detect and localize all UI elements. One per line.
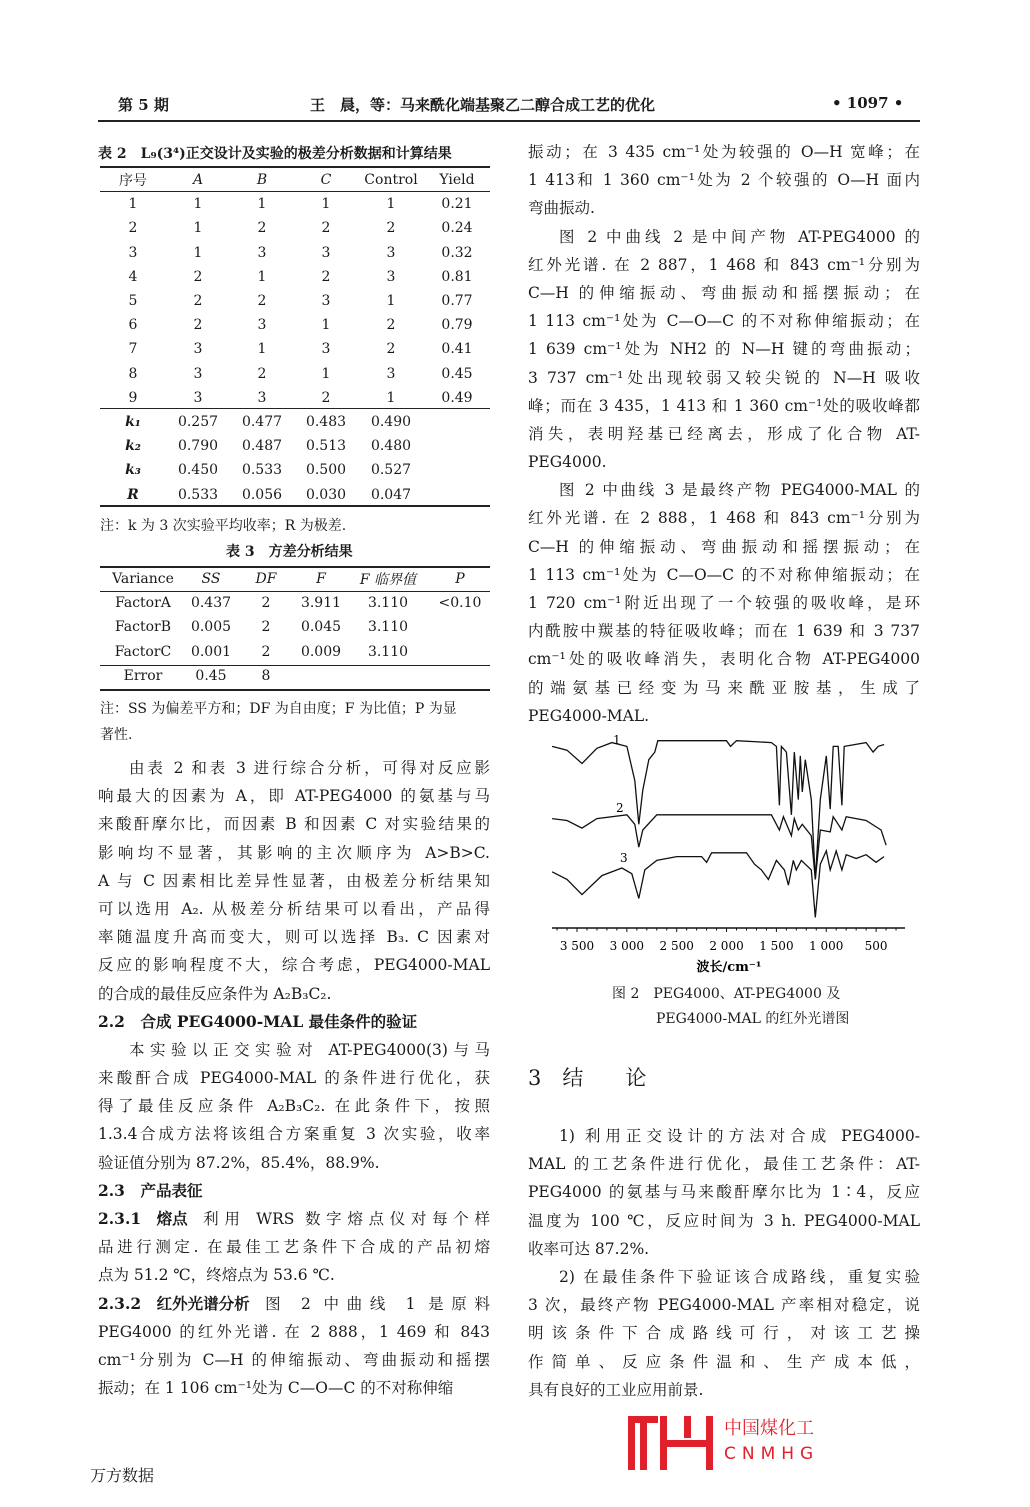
table-cell: 0.045 [300,619,342,636]
header-rule [98,120,920,122]
text-line: C—H 的伸缩振动、弯曲振动和摇摆振动；在 [528,283,920,302]
text-line: 峰；而在 3 435，1 413 和 1 360 cm⁻¹处的吸收峰都 [528,396,920,415]
text-line: 1) 利用正交设计的方法对合成 PEG4000- [559,1127,920,1145]
table-cell: 1 [193,220,203,237]
table-cell: 3 [128,244,138,261]
table-cell: 3 [193,389,203,406]
text-line-rest: 图 2 中曲线 1 是原料 [265,1294,490,1313]
curve-label: 3 [620,851,628,865]
table-cell: 3 [321,341,331,358]
table-cell: 0.81 [441,268,473,285]
table-cell: 3 [257,317,267,334]
table-header-row [100,168,490,192]
table-cell: 2 [193,293,203,310]
text-line: 点为 51.2 ℃，终熔点为 53.6 ℃. [98,1266,335,1285]
table-cell [430,640,490,664]
table-cell: 1 [321,317,331,334]
table-cell: 3 [386,268,396,285]
text-line: 本实验以正交实验对 AT-PEG4000(3)与马 [129,1040,490,1059]
table-cell: Error [123,667,163,684]
text-line: 1.3.4合成方法将该组合方案重复 3 次实验，收率 [98,1125,490,1144]
table-cell: 2 [193,317,203,334]
left-column-text [98,754,490,1402]
table-cell: 1 [128,196,138,213]
table-cell: 5 [128,293,138,310]
text-line: 1 413和 1 360 cm⁻¹处为 2 个较强的 O—H 面内 [528,171,920,190]
table-cell [430,664,490,688]
table-cell: k₁ [125,413,141,430]
table-cell: 3 [321,244,331,261]
text-line: 具有良好的工业应用前景. [528,1380,704,1399]
table-cell [346,664,430,688]
text-line: 1 113 cm⁻¹处为 C—O—C 的不对称伸缩振动；在 [528,565,920,584]
watermark-en: CNMHG [724,1444,820,1464]
table-row [100,289,490,313]
section-heading: 2.2 合成 PEG4000-MAL 最佳条件的验证 [98,1011,418,1031]
table-cell: 1 [257,341,267,358]
text-line: 的端氨基已经变为马来酰亚胺基，生成了 [528,678,920,697]
text-line: MAL 的工艺条件进行优化，最佳工艺条件：AT- [528,1155,920,1174]
table-cell: 1 [321,196,331,213]
table-cell: k₂ [125,438,141,455]
text-line: A 与 C 因素相比差异性显著，由极差分析结果知 [98,871,490,890]
table-header-row [100,567,490,591]
stats-row [100,410,490,434]
error-row [100,664,490,688]
table-cell: 3 [386,244,396,261]
table-cell: 2 [261,595,271,612]
table-cell: 0.480 [370,438,412,455]
watermark [626,1412,926,1474]
column-header: DF [255,571,277,588]
table-cell: 8 [128,365,138,382]
table-cell: 0.490 [370,413,412,430]
column-header: A [192,172,204,189]
table-cell: 0.056 [241,486,283,503]
table-cell: 2 [257,365,267,382]
text-line: cm⁻¹分别为 C—H 的伸缩振动、弯曲振动和摇摆 [98,1350,490,1369]
table-cell: 0.41 [441,341,473,358]
text-line: 图 2 中曲线 2 是中间产物 AT-PEG4000 的 [559,227,920,246]
subsection-heading: 2.3.1 熔点 [98,1209,204,1228]
subsection-heading: 2.3.2 红外光谱分析 [98,1293,266,1313]
figure-caption-1: 图 2 PEG4000、AT-PEG4000 及 [612,986,841,1002]
table-cell: 0.487 [241,438,283,455]
column-header: 序号 [119,173,147,190]
table-cell: 1 [321,365,331,382]
table-cell: 3 [386,365,396,382]
text-line: 红外光谱. 在 2 887，1 468 和 843 cm⁻¹分别为 [528,255,920,274]
text-line: 影响均不显著，其影响的主次顺序为 A>B>C. [98,843,490,862]
column-header: B [256,172,268,189]
x-axis-label: 波长/cm⁻¹ [696,960,762,975]
table-cell: 0.005 [190,619,232,636]
table-cell: 1 [386,293,396,310]
table-cell: 0.030 [305,486,347,503]
text-line: 振动；在 3 435 cm⁻¹处为较强的 O—H 宽峰；在 [528,143,920,161]
table-cell: 3 [257,389,267,406]
table-cell: 2 [261,619,271,636]
table-row [100,362,490,386]
text-line: 可以选用 A₂. 从极差分析结果可以看出，产品得 [98,899,490,918]
text-line: 来酸酐摩尔比，而因素 B 和因素 C 对实验结果的 [98,815,490,834]
stats-row [100,458,490,482]
table-row [100,241,490,265]
text-line: 红外光谱. 在 2 888，1 468 和 843 cm⁻¹分别为 [528,509,920,528]
table-cell: 3.110 [367,595,409,612]
text-line: 消失，表明羟基已经离去，形成了化合物 AT- [528,424,920,443]
text-line: 温度为 100 ℃，反应时间为 3 h. PEG4000-MAL [528,1211,920,1230]
text-line: 内酰胺中羰基的特征吸收峰；而在 1 639 和 3 737 [528,622,920,641]
stats-row [100,482,490,506]
text-line: 1 639 cm⁻¹处为 NH2 的 N—H 键的弯曲振动； [528,340,920,359]
text-line: 率随温度升高而变大，则可以选择 B₃. C 因素对 [98,928,490,947]
table-cell: 2 [261,643,271,660]
table-cell: 3 [321,293,331,310]
column-header: Yield [439,172,475,189]
column-header: Variance [112,571,174,588]
text-line: PEG4000-MAL. [528,706,650,725]
figure-caption-2: PEG4000-MAL 的红外光谱图 [656,1011,850,1027]
text-line: cm⁻¹处的吸收峰消失，表明化合物 AT-PEG4000 [528,650,920,669]
table-cell: 2 [386,317,396,334]
section-3-heading: 3 结 论 [528,1066,647,1090]
table-row [100,591,490,615]
table-cell: 7 [128,341,138,358]
footer-source: 万方数据 [90,1466,155,1485]
table-cell: 0.24 [441,220,473,237]
table-cell: 0.483 [305,413,347,430]
table-cell: 6 [128,317,138,334]
table-cell: 0.32 [441,244,473,261]
table-cell [296,664,346,688]
text-line: 3 次，最终产物 PEG4000-MAL 产率相对稳定，说 [528,1296,920,1315]
table-cell: 3 [257,244,267,261]
x-tick-label: 2 000 [709,939,744,953]
table-cell: 0.477 [241,413,283,430]
table-row [100,313,490,337]
x-tick-label: 3 500 [559,939,595,953]
text-line: PEG4000 的红外光谱. 在 2 888，1 469 和 843 [98,1322,490,1341]
table-cell: 1 [386,196,396,213]
table-cell: 0.527 [370,462,412,479]
table-cell: 0.533 [241,462,283,479]
table3-note-1: 注：SS 为偏差平方和；DF 为自由度；F 为比值；P 为显 [100,701,457,717]
text-line: 来酸酐合成 PEG4000-MAL 的条件进行优化，获 [98,1069,490,1088]
text-line: 图 2 中曲线 3 是最终产物 PEG4000-MAL 的 [559,481,920,500]
table-cell: 2 [257,293,267,310]
text-line: 由表 2 和表 3 进行综合分析，可得对反应影 [129,759,490,777]
column-header: P [455,571,465,588]
table-row [100,192,490,216]
table-cell: 2 [128,220,138,237]
table-cell: 0.450 [177,462,219,479]
empty-cell [424,410,490,434]
table-cell: FactorC [114,643,172,660]
table-cell: <0.10 [438,595,482,612]
table-cell: 3.110 [367,643,409,660]
table-row [100,337,490,361]
table-cell: 2 [193,268,203,285]
table3-bottom-rule [100,689,490,691]
table-cell: 9 [128,389,138,406]
text-line: 振动；在 1 106 cm⁻¹处为 C—O—C 的不对称伸缩 [98,1379,454,1398]
table-cell: 0.513 [305,438,347,455]
table-cell: 1 [193,244,203,261]
x-tick-label: 3 000 [609,939,645,953]
table-cell: 0.500 [305,462,347,479]
table-cell: 4 [128,268,138,285]
x-tick-label: 1 500 [759,939,794,953]
table-row [100,615,490,639]
table-cell: FactorA [115,595,171,612]
issue-number: 第 5 期 [118,96,169,114]
empty-cell [424,434,490,458]
table3-note-2: 著性. [100,727,133,743]
text-line: 作简单、反应条件温和、生产成本低， [528,1352,920,1371]
table-row [100,265,490,289]
text-line: 响最大的因素为 A，即 AT-PEG4000 的氨基与马 [98,787,490,806]
table-cell: 3 [193,341,203,358]
text-line: 反应的影响程度不大，综合考虑，PEG4000-MAL [98,956,490,975]
watermark-cn: 中国煤化工 [724,1418,814,1439]
table-cell: 1 [193,196,203,213]
table-cell: 0.001 [190,643,232,660]
table-cell: 0.009 [300,643,342,660]
spectrum-line-3 [552,851,884,918]
column-header: F [316,571,326,588]
table-cell: 0.77 [441,293,473,310]
table-cell: 3 [193,365,203,382]
table-cell: 0.49 [441,389,473,406]
table3-caption: 表 3 方差分析结果 [226,544,353,560]
table-cell: 0.79 [441,317,473,334]
text-line: 明该条件下合成路线可行，对该工艺操 [528,1324,920,1343]
text-line: C—H 的伸缩振动、弯曲振动和摇摆振动；在 [528,537,920,556]
text-line: 1 113 cm⁻¹处为 C—O—C 的不对称伸缩振动；在 [528,312,920,331]
table-cell [430,615,490,639]
table-cell: k₃ [125,462,141,479]
table-cell: 0.533 [177,486,219,503]
column-header: SS [201,571,221,588]
spectrum-line-2 [552,815,886,880]
text-line: 1 720 cm⁻¹附近出现了一个较强的吸收峰，是环 [528,594,920,612]
text-line [98,1205,490,1233]
text-line-rest: 利用 WRS 数字熔点仪对每个样 [203,1210,490,1228]
table-cell: 1 [257,268,267,285]
table-row [100,386,490,410]
text-line [98,1290,490,1318]
column-header: Control [364,172,418,189]
text-line: 2) 在最佳条件下验证该合成路线，重复实验 [559,1267,920,1286]
table-cell: 3.911 [300,595,342,612]
table-cell: 2 [257,220,267,237]
table-cell: 0.790 [177,438,219,455]
section-heading: 2.3 产品表征 [98,1180,203,1200]
table-cell: 2 [321,268,331,285]
text-line: 3 737 cm⁻¹处出现较弱又较尖锐的 N—H 吸收 [528,368,920,387]
table-cell: R [127,486,139,503]
table2-caption: 表 2 L₉(3⁴)正交设计及实验的极差分析数据和计算结果 [98,146,452,162]
table-cell: 2 [321,220,331,237]
text-line: 收率可达 87.2%. [528,1239,650,1258]
page-number: • 1097 • [832,94,904,112]
table-row [100,640,490,664]
text-line: 的合成的最佳反应条件为 A₂B₃C₂. [98,984,332,1003]
x-tick-label: 500 [864,939,888,953]
table-cell: 1 [386,389,396,406]
stats-row [100,434,490,458]
conclusions-text [528,1122,920,1404]
table-cell: 3.110 [367,619,409,636]
table-cell: 0.45 [195,667,227,684]
table-row [100,216,490,240]
table2-note: 注：k 为 3 次实验平均收率；R 为极差. [100,518,347,534]
running-title: 王 晨，等：马来酰化端基聚乙二醇合成工艺的优化 [310,96,656,114]
text-line: PEG4000. [528,453,607,472]
table-cell: 0.45 [441,365,473,382]
text-line: 弯曲振动. [528,199,595,218]
table-cell: 8 [261,667,271,684]
table-cell: 1 [257,196,267,213]
column-header: F 临界值 [359,572,417,589]
empty-cell [424,458,490,482]
text-line: 验证值分别为 87.2%，85.4%，88.9%. [98,1153,380,1172]
watermark-logo-icon [626,1412,718,1472]
table3 [100,567,490,688]
table-cell: 0.047 [370,486,412,503]
curve-label: 2 [616,801,624,815]
table-cell: 0.21 [441,196,473,213]
text-line: PEG4000 的氨基与马来酸酐摩尔比为 1∶4，反应 [528,1183,920,1202]
table-cell: 2 [386,220,396,237]
table-cell: 2 [321,389,331,406]
x-tick-label: 1 000 [809,939,844,953]
text-line: 品进行测定. 在最佳工艺条件下合成的产品初熔 [98,1238,490,1257]
curve-label: 1 [613,733,621,747]
empty-cell [424,482,490,506]
table-cell: 0.437 [190,595,232,612]
column-header: C [320,172,332,189]
table-cell: 0.257 [177,413,219,430]
table2 [100,168,490,507]
x-tick-label: 2 500 [659,939,694,953]
table-cell: 2 [386,341,396,358]
right-column-text [528,138,920,730]
text-line: 得了最佳反应条件 A₂B₃C₂. 在此条件下，按照 [98,1097,490,1116]
table-cell: FactorB [115,619,171,636]
